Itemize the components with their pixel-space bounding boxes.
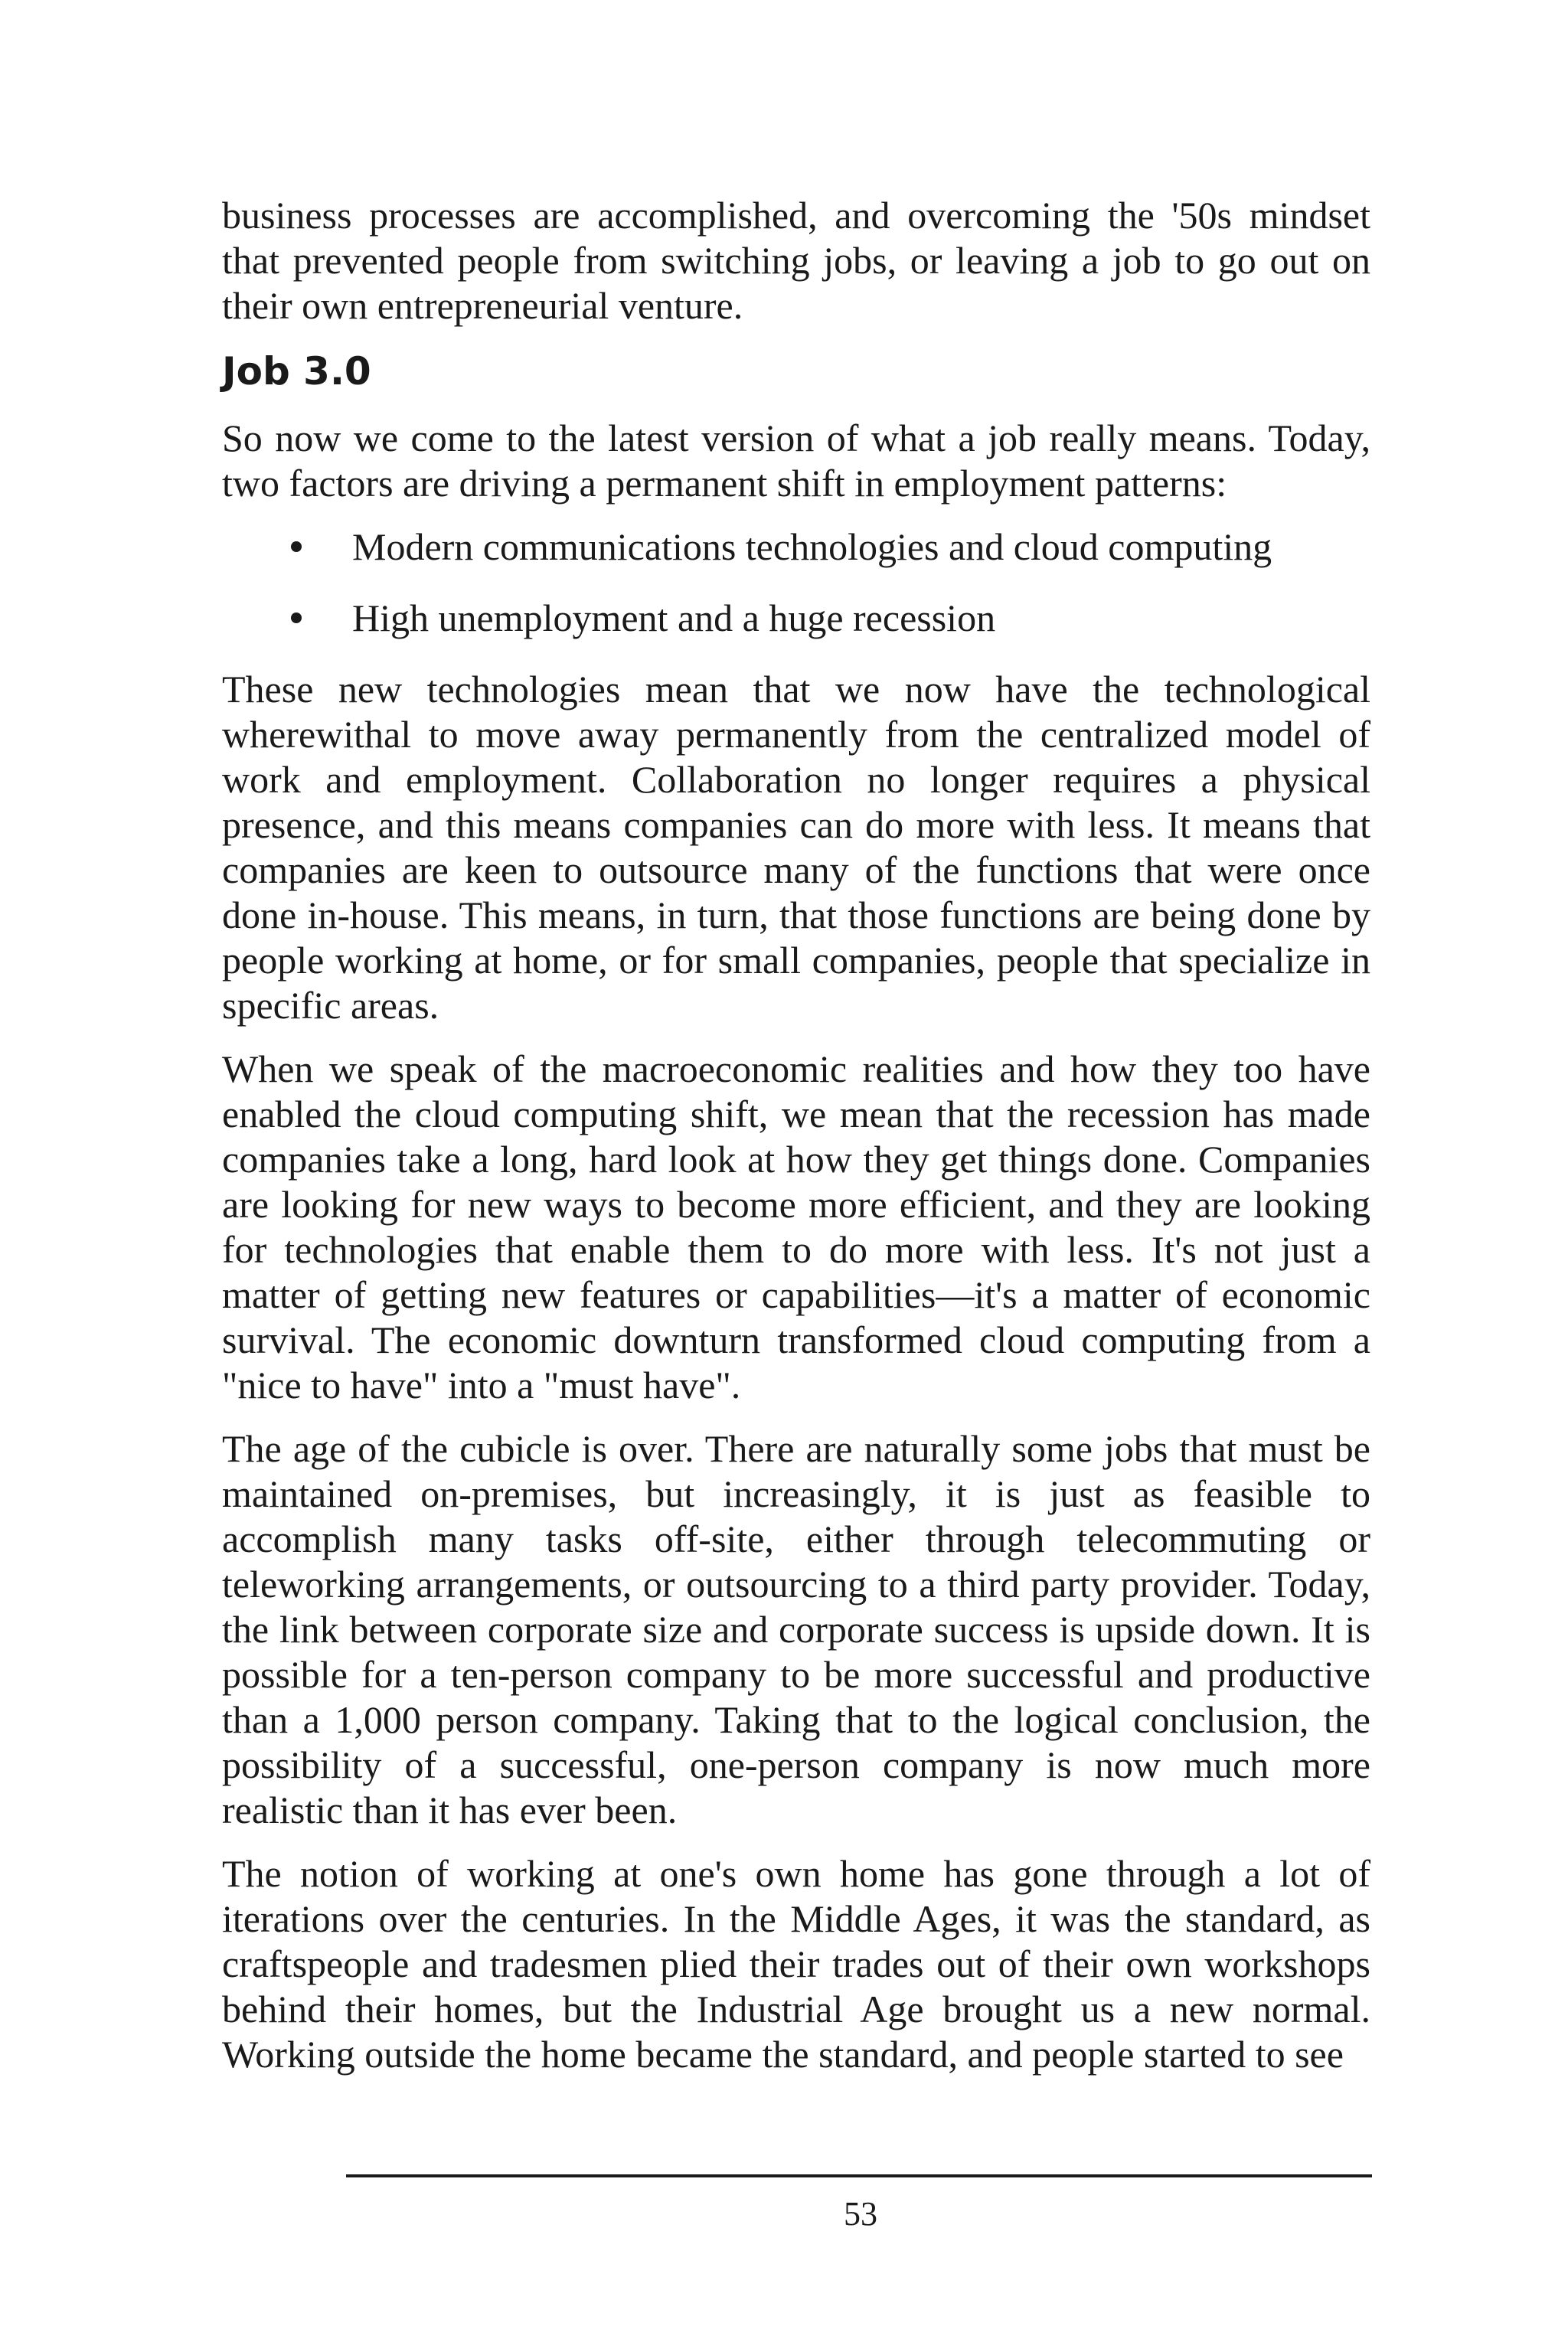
bullet-item <box>222 524 1370 570</box>
intro-paragraph: business processes are accomplished, and overcoming the '50s mindset that prevented people from switching jobs, or leaving a job to go out on their own entrepreneurial venture. <box>222 194 1370 327</box>
bullet-list <box>222 524 1370 641</box>
page-body <box>222 193 1370 2096</box>
body-paragraph: These new technologies mean that we now have the technological wherewithal to move away permanently from the centralized model of work and employment. Collaboration no longer requires a physical presence, and this means companies can do more with less. It means that companies are keen to outsource many of the functions that were once done in-house. This means, in turn, that those functions are being done by people working at home, or for small companies, people that specialize in specific areas. <box>222 668 1370 1027</box>
body-paragraph: When we speak of the macroeconomic realities and how they too have enabled the cloud computing shift, we mean that the recession has made companies take a long, hard look at how they get things done. Companies are looking for new ways to become more efficient, and they are looking for technologies that enable them to do more with less. It's not just a matter of getting new features or capabilities—it's a matter of economic survival. The economic downturn transformed cloud computing from a "nice to have" into a "must have". <box>222 1047 1370 1406</box>
footer-divider <box>346 2174 1372 2177</box>
page-number: 53 <box>844 2195 877 2233</box>
bullet-icon <box>291 612 302 623</box>
bullet-text: High unemployment and a huge recession <box>352 596 996 639</box>
bullet-item <box>222 596 1370 641</box>
body-paragraph: The notion of working at one's own home has gone through a lot of iterations over the centuries. In the Middle Ages, it was the standard, as craftspeople and tradesmen plied their trades out of their own workshops behind their homes, but the Industrial Age brought us a new normal. Working outside the home became the standard, and people started to see <box>222 1852 1370 2076</box>
bullet-icon <box>291 541 302 552</box>
body-paragraph: So now we come to the latest version of what a job really means. Today, two factors are driving a permanent shift in employment patterns: <box>222 416 1370 505</box>
body-paragraph: The age of the cubicle is over. There are naturally some jobs that must be maintained on-premises, but increasingly, it is just as feasible to accomplish many tasks off-site, either through telecommuting or teleworking arrangements, or outsourcing to a third party provider. Today, the link between corporate size and corporate success is upside down. It is possible for a ten-person company to be more successful and productive than a 1,000 person company. Taking that to the logical conclusion, the possibility of a successful, one-person company is now much more realistic than it has ever been. <box>222 1427 1370 1831</box>
bullet-text: Modern communications technologies and cloud computing <box>352 525 1272 568</box>
section-heading: Job 3.0 <box>222 349 371 394</box>
